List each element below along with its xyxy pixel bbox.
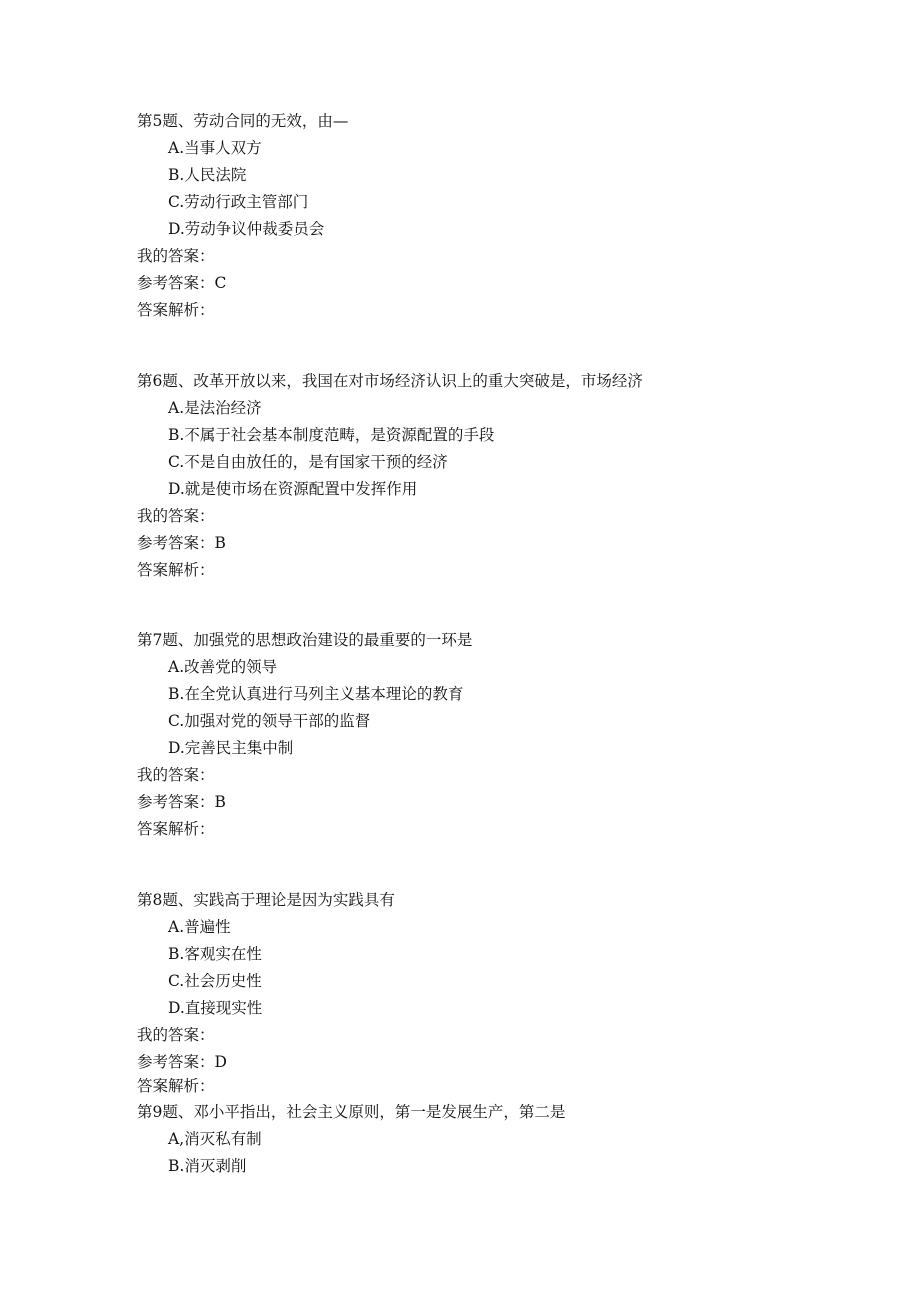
reference-answer: 参考答案：D	[137, 1053, 227, 1071]
question-stem: 第6题、改革开放以来，我国在对市场经济认识上的重大突破是，市场经济	[137, 372, 643, 390]
my-answer: 我的答案：	[137, 1026, 215, 1044]
option-b: B.人民法院	[168, 166, 247, 184]
option-d: D.完善民主集中制	[168, 739, 294, 757]
option-b: B.客观实在性	[168, 945, 262, 963]
option-c: C.劳动行政主管部门	[168, 193, 309, 211]
question-stem: 第5题、劳动合同的无效，由—	[137, 112, 349, 130]
option-b: B.不属于社会基本制度范畴，是资源配置的手段	[168, 426, 495, 444]
question-stem: 第8题、实践高于理论是因为实践具有	[137, 891, 395, 909]
option-a: A.当事人双方	[168, 139, 262, 157]
option-a: A.改善党的领导	[168, 658, 278, 676]
option-d: D.劳动争议仲裁委员会	[168, 220, 325, 238]
answer-analysis: 答案解析：	[137, 561, 215, 579]
option-c: C.社会历史性	[168, 972, 262, 990]
option-a: A,消灭私有制	[168, 1130, 262, 1148]
option-d: D.就是使市场在资源配置中发挥作用	[168, 480, 418, 498]
reference-answer: 参考答案：B	[137, 793, 226, 811]
option-b: B.消灭剥削	[168, 1157, 247, 1175]
option-a: A.普遍性	[168, 918, 231, 936]
option-b: B.在全党认真进行马列主义基本理论的教育	[168, 685, 464, 703]
reference-answer: 参考答案：C	[137, 274, 227, 292]
reference-answer: 参考答案：B	[137, 534, 226, 552]
option-d: D.直接现实性	[168, 999, 263, 1017]
option-c: C.加强对党的领导干部的监督	[168, 712, 371, 730]
answer-analysis: 答案解析：	[137, 1077, 215, 1095]
question-stem: 第7题、加强党的思想政治建设的最重要的一环是	[137, 631, 473, 649]
my-answer: 我的答案：	[137, 766, 215, 784]
answer-analysis: 答案解析：	[137, 820, 215, 838]
question-stem: 第9题、邓小平指出，社会主义原则，第一是发展生产，第二是	[137, 1103, 566, 1121]
option-a: A.是法治经济	[168, 399, 262, 417]
answer-analysis: 答案解析：	[137, 301, 215, 319]
option-c: C.不是自由放任的，是有国家干预的经济	[168, 453, 448, 471]
my-answer: 我的答案：	[137, 507, 215, 525]
my-answer: 我的答案：	[137, 247, 215, 265]
